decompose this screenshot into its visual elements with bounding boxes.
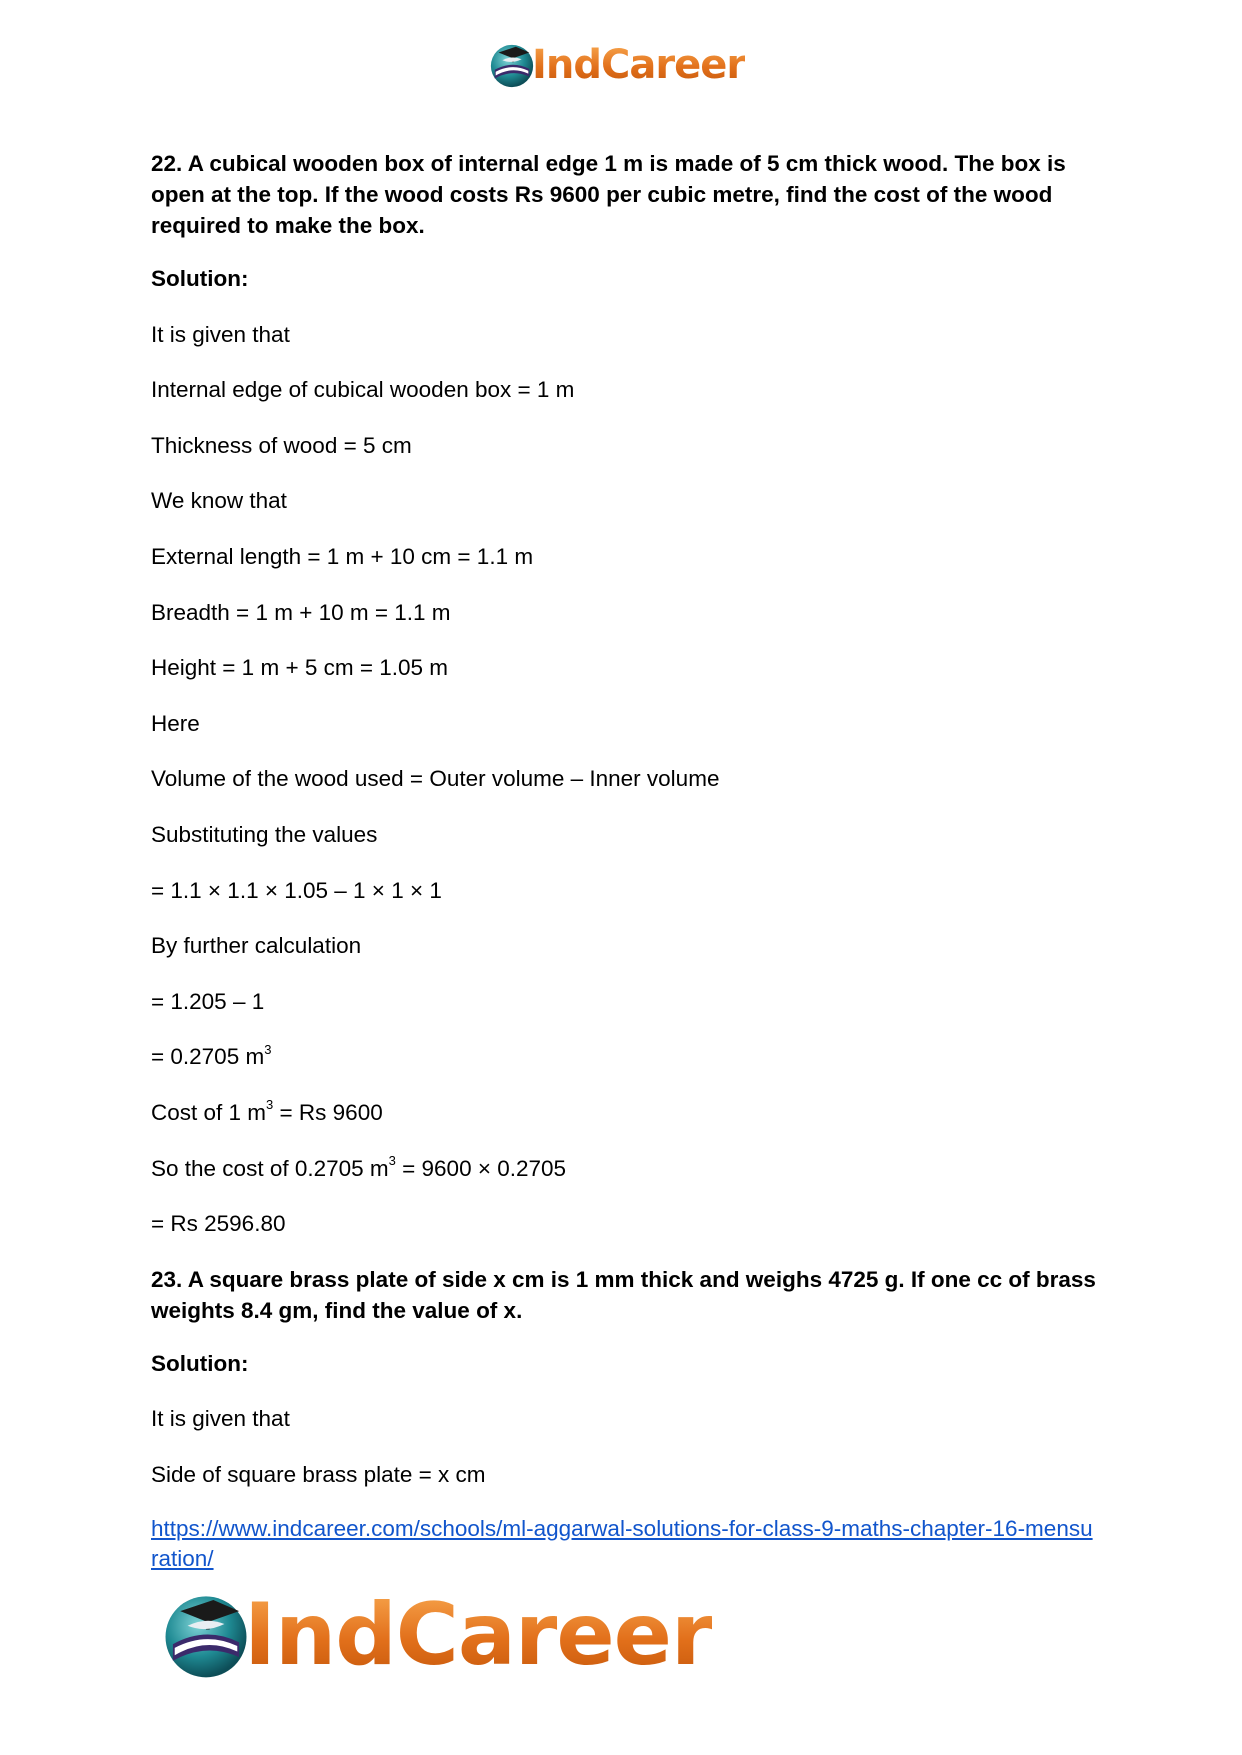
solution-line: Substituting the values bbox=[151, 821, 378, 847]
cost-unit-text: Cost of 1 m bbox=[151, 1099, 267, 1125]
cost-calc-after: = 9600 × 0.2705 bbox=[395, 1155, 567, 1181]
superscript: 3 bbox=[264, 1041, 272, 1057]
solution-line: Height = 1 m + 5 cm = 1.05 m bbox=[151, 655, 449, 681]
footer-logo bbox=[160, 1585, 712, 1685]
cost-calc bbox=[151, 1153, 1096, 1184]
page-content bbox=[151, 148, 1096, 1514]
cost-unit-after: = Rs 9600 bbox=[273, 1099, 383, 1125]
solution-line: Volume of the wood used = Outer volume – Inner volume bbox=[151, 766, 720, 792]
source-url-link[interactable]: https://www.indcareer.com/schools/ml-aggarwal-solutions-for-class-9-maths-chapter-16-mensuration/ bbox=[151, 1516, 1093, 1571]
logo-text: IndCareer bbox=[532, 42, 746, 88]
solution-line: We know that bbox=[151, 488, 287, 514]
header-logo bbox=[488, 40, 745, 90]
cost-unit bbox=[151, 1097, 1096, 1128]
solution-line: Internal edge of cubical wooden box = 1 m bbox=[151, 377, 575, 403]
solution-line: Breadth = 1 m + 10 m = 1.1 m bbox=[151, 599, 451, 625]
superscript: 3 bbox=[266, 1097, 274, 1113]
solution-line: External length = 1 m + 10 cm = 1.1 m bbox=[151, 543, 534, 569]
solution-line: Side of square brass plate = x cm bbox=[151, 1461, 486, 1487]
superscript: 3 bbox=[388, 1153, 396, 1168]
solution-line: It is given that bbox=[151, 321, 290, 347]
solution-label: Solution: bbox=[151, 266, 249, 291]
volume-result bbox=[151, 1041, 1096, 1072]
solution-line: = 1.205 – 1 bbox=[151, 988, 265, 1014]
logo-text: IndCareer bbox=[244, 1585, 713, 1685]
book-globe-icon bbox=[488, 41, 536, 89]
solution-line: By further calculation bbox=[151, 933, 362, 959]
solution-line: = 1.1 × 1.1 × 1.05 – 1 × 1 × 1 bbox=[151, 877, 442, 903]
solution-line: Here bbox=[151, 710, 200, 736]
question-23: 23. A square brass plate of side x cm is 1 mm thick and weighs 4725 g. If one cc of brass weights 8.4 gm, find the value of x. bbox=[151, 1266, 1096, 1323]
final-answer: = Rs 2596.80 bbox=[151, 1211, 286, 1237]
question-22: 22. A cubical wooden box of internal edge 1 m is made of 5 cm thick wood. The box is open at the top. If the wood costs Rs 9600 per cubic metre, find the cost of the wood required to make the box. bbox=[151, 151, 1066, 238]
solution-label: Solution: bbox=[151, 1350, 249, 1376]
solution-line: It is given that bbox=[151, 1406, 290, 1432]
book-globe-icon bbox=[160, 1589, 252, 1681]
solution-line: Thickness of wood = 5 cm bbox=[151, 432, 412, 458]
volume-result-text: = 0.2705 m bbox=[151, 1044, 265, 1070]
cost-calc-text: So the cost of 0.2705 m bbox=[151, 1155, 389, 1181]
